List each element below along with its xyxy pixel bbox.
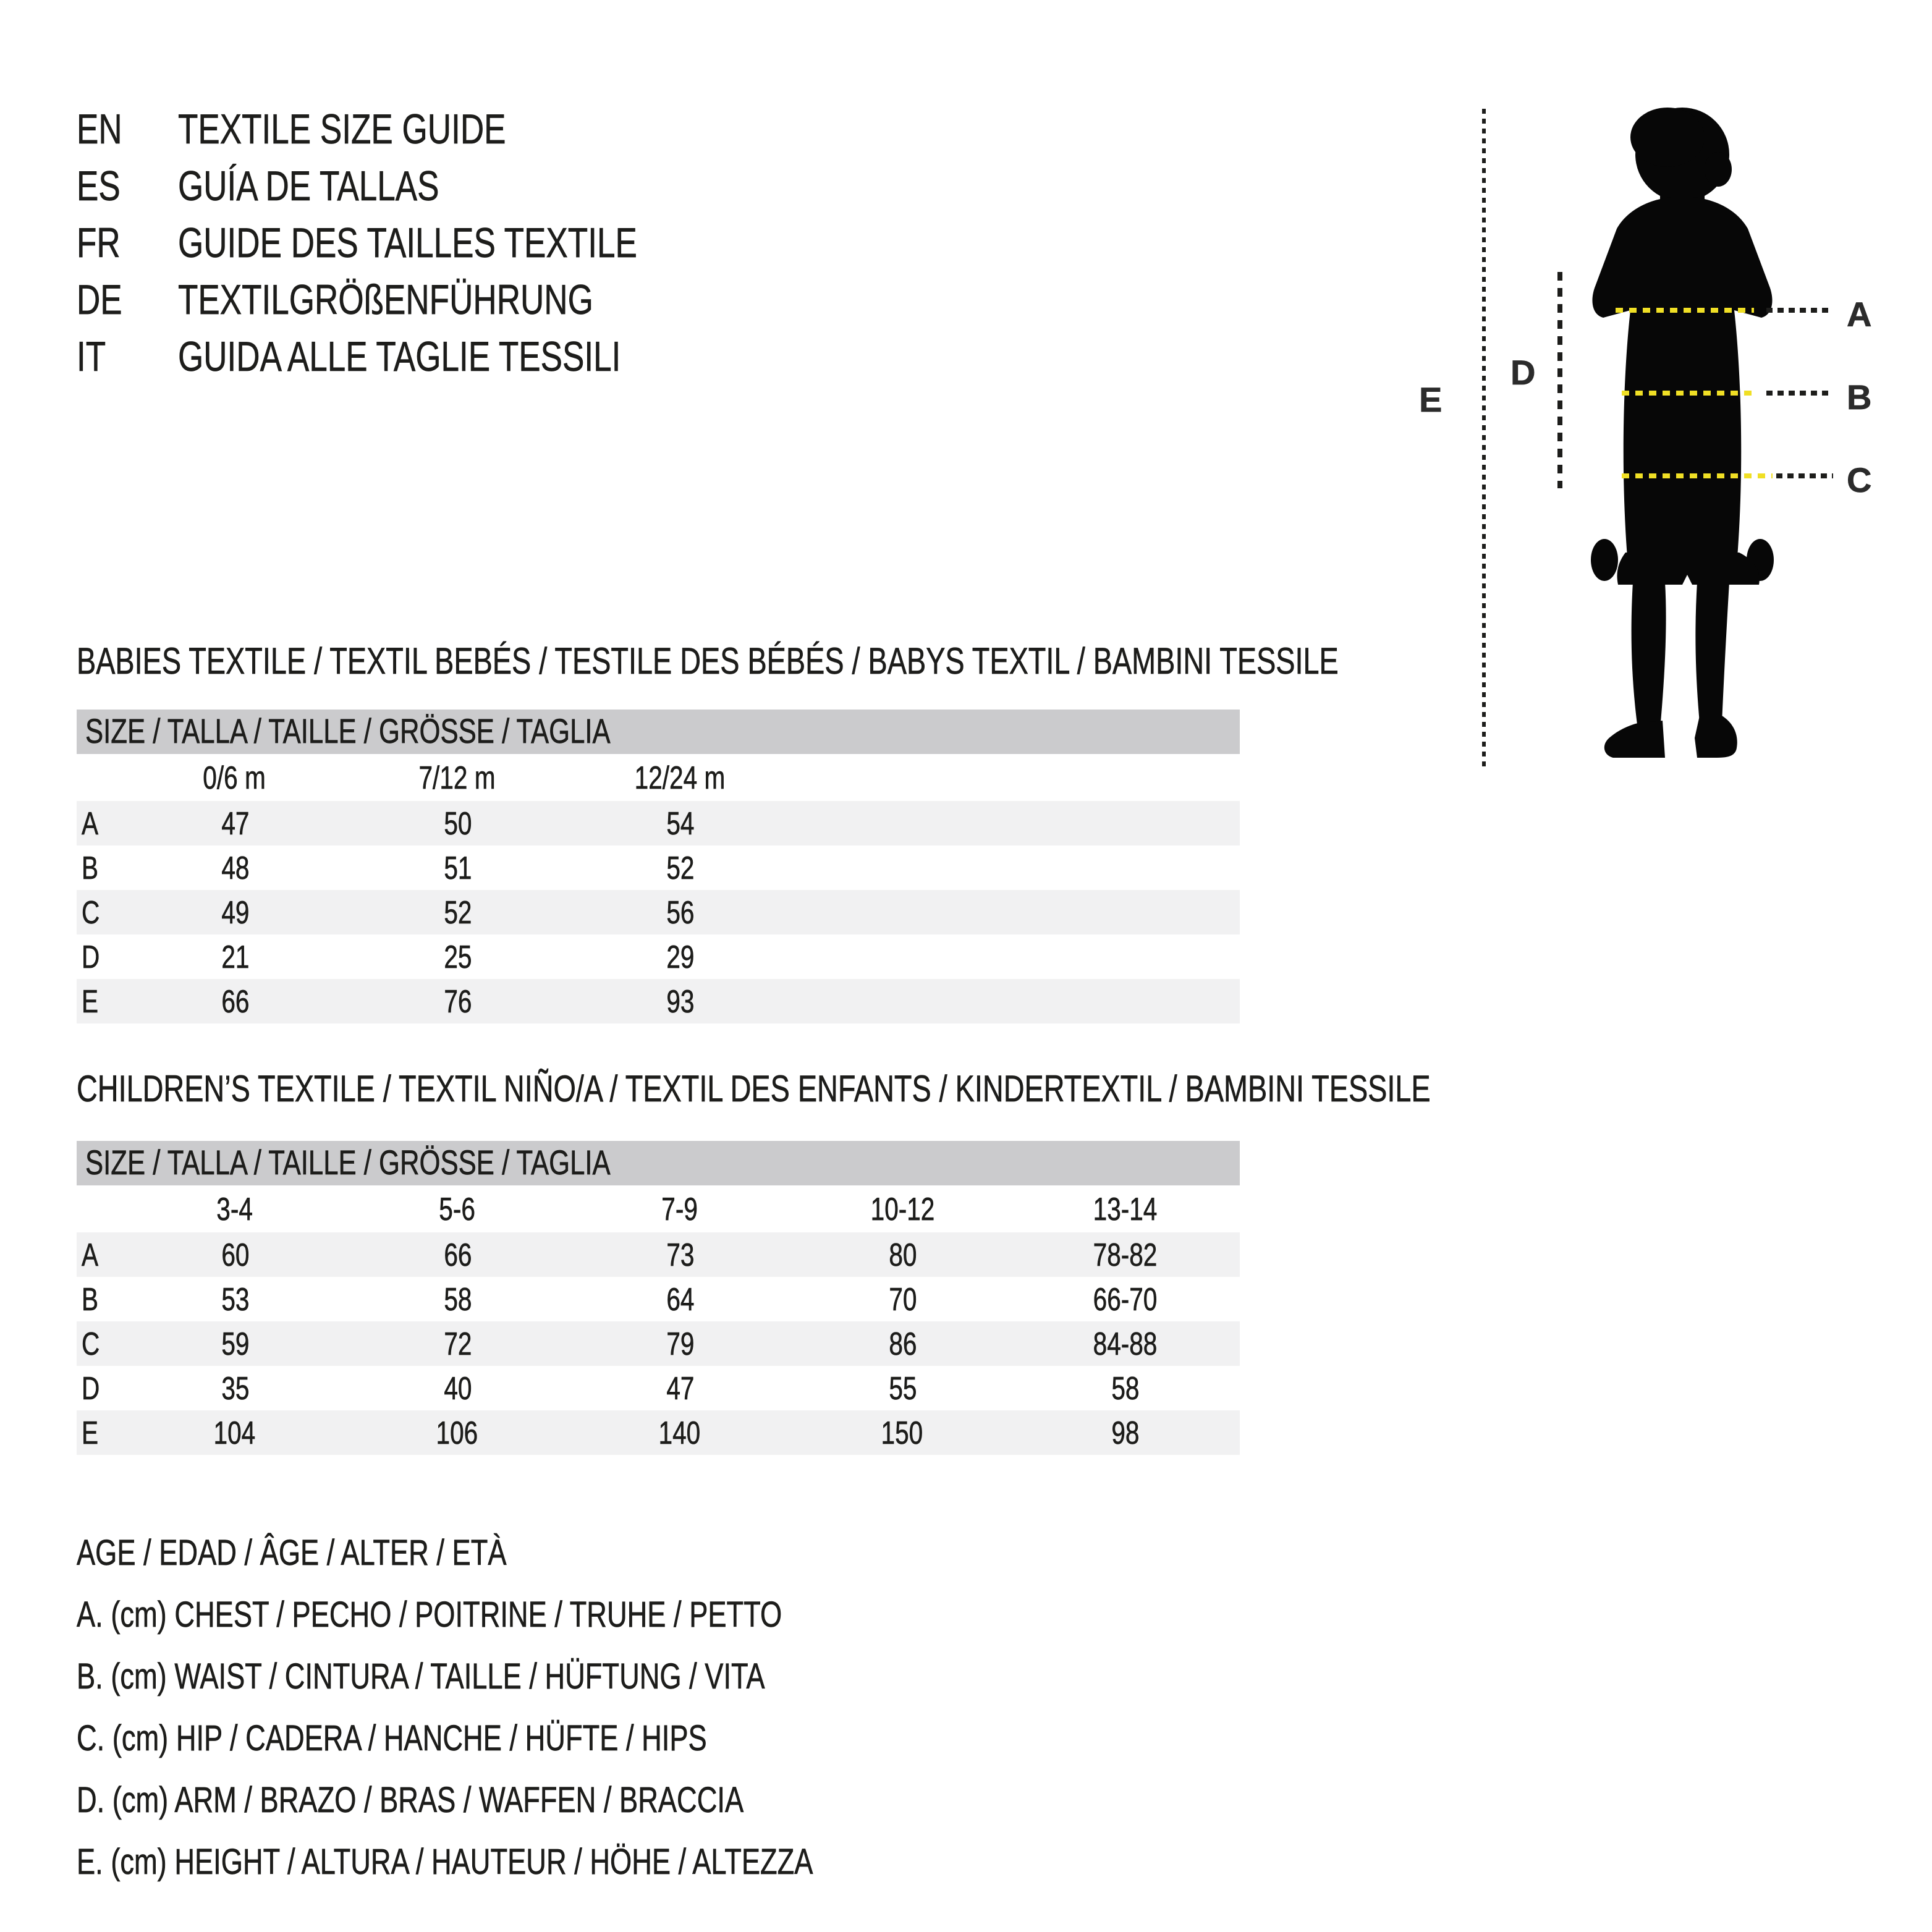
cell: 86 — [888, 1325, 917, 1362]
waist-line-b-dotted — [1766, 391, 1833, 396]
column-header: 3-4 — [216, 1190, 253, 1227]
column-header: 10-12 — [870, 1190, 934, 1227]
cell: 150 — [881, 1414, 923, 1451]
figure-label-d: D — [1510, 354, 1536, 392]
language-title: TEXTILGRÖßENFÜHRUNG — [178, 277, 594, 324]
column-header: 13-14 — [1093, 1190, 1157, 1227]
table-row — [77, 1277, 1240, 1321]
language-title: GUÍA DE TALLAS — [178, 163, 440, 210]
language-title-list — [77, 101, 767, 386]
cell: 70 — [888, 1281, 917, 1318]
row-label: C — [82, 1325, 100, 1362]
measurement-legend — [77, 1523, 1021, 1894]
language-code: IT — [77, 334, 106, 381]
children-table — [77, 1141, 1240, 1455]
header-row-it — [77, 329, 767, 386]
cell: 50 — [443, 805, 472, 842]
cell: 98 — [1111, 1414, 1139, 1451]
cell: 47 — [221, 805, 249, 842]
language-code: EN — [77, 106, 122, 153]
language-title: TEXTILE SIZE GUIDE — [178, 106, 507, 153]
cell: 29 — [666, 938, 694, 975]
cell: 59 — [221, 1325, 249, 1362]
cell: 72 — [443, 1325, 472, 1362]
column-header: 7/12 m — [418, 759, 496, 796]
cell: 47 — [666, 1370, 694, 1407]
cell: 73 — [666, 1236, 694, 1273]
legend-line-age: AGE / EDAD / ÂGE / ALTER / ETÀ — [77, 1534, 507, 1574]
figure-label-b: B — [1847, 378, 1872, 417]
language-title: GUIDE DES TAILLES TEXTILE — [178, 220, 638, 267]
cell: 60 — [221, 1236, 249, 1273]
figure-label-a: A — [1847, 295, 1872, 334]
cell: 58 — [443, 1281, 472, 1318]
row-label: D — [82, 938, 100, 975]
cell: 56 — [666, 894, 694, 931]
language-title: GUIDA ALLE TAGLIE TESSILI — [178, 334, 622, 381]
babies-title-text: BABIES TEXTILE / TEXTIL BEBÉS / TESTILE DES BÉBÉS / BABYS TEXTIL / BAMBINI TESSILE — [77, 642, 1339, 682]
language-code: ES — [77, 163, 121, 210]
figure-label-c: C — [1847, 461, 1872, 499]
cell: 80 — [888, 1236, 917, 1273]
cell: 76 — [443, 983, 472, 1020]
header-row-es — [77, 158, 767, 215]
column-header: 5-6 — [439, 1190, 476, 1227]
table-row — [77, 1321, 1240, 1366]
column-header: 0/6 m — [203, 759, 266, 796]
chest-line-a-dotted — [1766, 308, 1833, 313]
cell: 35 — [221, 1370, 249, 1407]
cell: 25 — [443, 938, 472, 975]
cell: 93 — [666, 983, 694, 1020]
cell: 140 — [659, 1414, 701, 1451]
header-row-en — [77, 101, 767, 158]
children-column-headers — [77, 1185, 1240, 1232]
children-section-title — [77, 1069, 1813, 1111]
row-label: B — [82, 1281, 99, 1318]
chest-line-a-yellow — [1616, 308, 1754, 313]
children-title-text: CHILDREN’S TEXTILE / TEXTIL NIÑO/A / TEXTIL DES ENFANTS / KINDERTEXTIL / BAMBINI TESSILE — [77, 1069, 1431, 1110]
figure-label-e: E — [1419, 381, 1443, 419]
legend-line-arm: D. (cm) ARM / BRAZO / BRAS / WAFFEN / BRACCIA — [77, 1781, 744, 1821]
babies-column-headers — [77, 754, 1240, 801]
cell: 52 — [666, 849, 694, 886]
cell: 40 — [443, 1370, 472, 1407]
babies-table — [77, 710, 1240, 1023]
cell: 66-70 — [1093, 1281, 1157, 1318]
cell: 58 — [1111, 1370, 1139, 1407]
cell: 49 — [221, 894, 249, 931]
hip-line-c-yellow — [1622, 473, 1773, 478]
row-label: D — [82, 1370, 100, 1407]
cell: 64 — [666, 1281, 694, 1318]
waist-line-b-yellow — [1622, 391, 1758, 396]
cell: 106 — [436, 1414, 478, 1451]
legend-line-chest: A. (cm) CHEST / PECHO / POITRINE / TRUHE / PETTO — [77, 1596, 782, 1635]
cell: 79 — [666, 1325, 694, 1362]
legend-line-waist: B. (cm) WAIST / CINTURA / TAILLE / HÜFTUNG / VITA — [77, 1658, 765, 1697]
table-row — [77, 934, 1240, 979]
cell: 48 — [221, 849, 249, 886]
table-row — [77, 979, 1240, 1023]
row-label: A — [82, 805, 99, 842]
header-row-de — [77, 272, 767, 329]
table-row — [77, 1410, 1240, 1455]
row-label: B — [82, 849, 99, 886]
cell: 21 — [221, 938, 249, 975]
language-code: FR — [77, 220, 121, 267]
arm-measure-line-d — [1557, 272, 1562, 488]
cell: 66 — [221, 983, 249, 1020]
table-header-bar — [77, 1141, 1240, 1185]
table-row — [77, 845, 1240, 890]
cell: 53 — [221, 1281, 249, 1318]
babies-section-title — [77, 642, 1695, 684]
table-row — [77, 1232, 1240, 1277]
cell: 66 — [443, 1236, 472, 1273]
header-row-fr — [77, 215, 767, 272]
size-header-label: SIZE / TALLA / TAILLE / GRÖSSE / TAGLIA — [85, 712, 611, 750]
cell: 51 — [443, 849, 472, 886]
table-row — [77, 1366, 1240, 1410]
legend-line-height: E. (cm) HEIGHT / ALTURA / HAUTEUR / HÖHE / ALTEZZA — [77, 1843, 813, 1883]
table-row — [77, 801, 1240, 845]
table-header-bar — [77, 710, 1240, 754]
cell: 54 — [666, 805, 694, 842]
cell: 52 — [443, 894, 472, 931]
row-label: E — [82, 983, 99, 1020]
table-row — [77, 890, 1240, 934]
column-header: 12/24 m — [634, 759, 726, 796]
row-label: A — [82, 1236, 99, 1273]
legend-line-hip: C. (cm) HIP / CADERA / HANCHE / HÜFTE / HIPS — [77, 1719, 707, 1759]
row-label: C — [82, 894, 100, 931]
cell: 84-88 — [1093, 1325, 1157, 1362]
column-header: 7-9 — [661, 1190, 698, 1227]
cell: 55 — [888, 1370, 917, 1407]
cell: 104 — [214, 1414, 256, 1451]
cell: 78-82 — [1093, 1236, 1157, 1273]
row-label: E — [82, 1414, 99, 1451]
language-code: DE — [77, 277, 122, 324]
hip-line-c-dotted — [1776, 473, 1833, 478]
size-header-label: SIZE / TALLA / TAILLE / GRÖSSE / TAGLIA — [85, 1143, 611, 1182]
